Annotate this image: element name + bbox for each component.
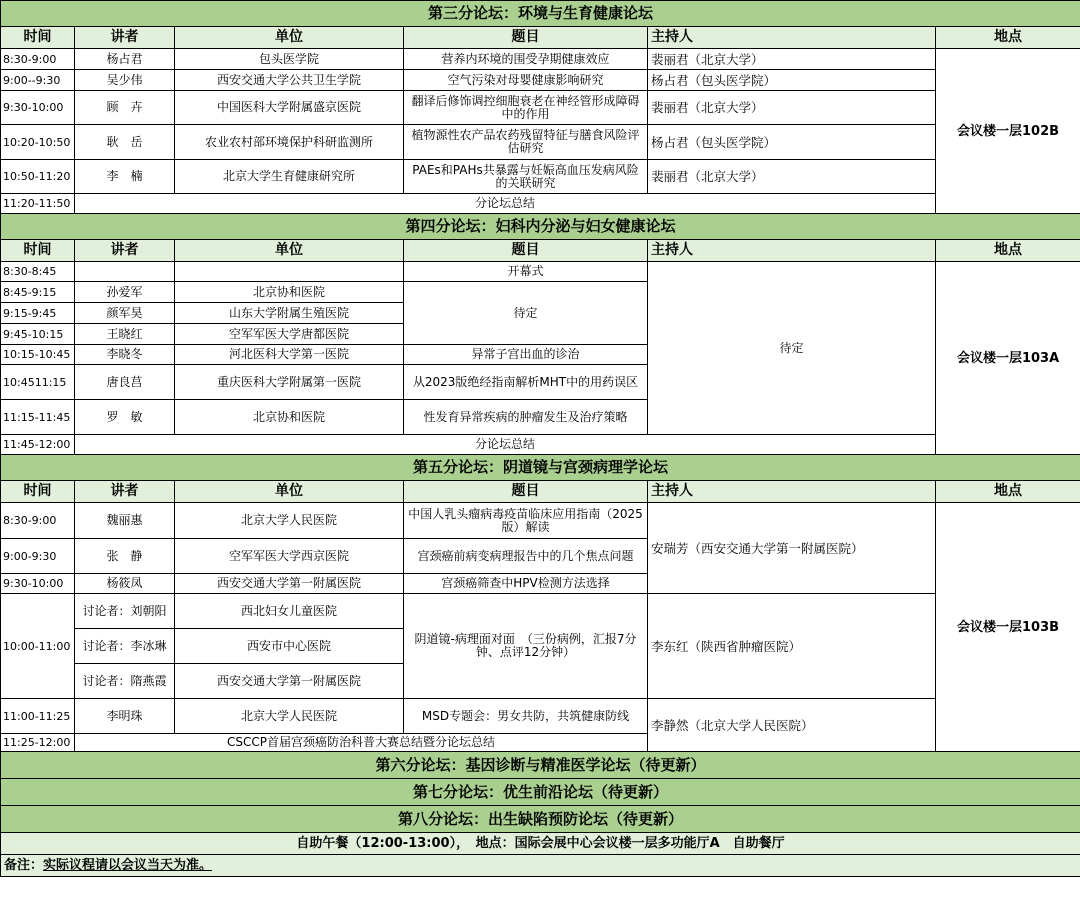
host-cell: 李东红（陕西省肿瘤医院） [648,594,936,699]
topic-cell: 中国人乳头瘤病毒疫苗临床应用指南（2025版）解读 [404,503,648,539]
header-speaker: 讲者 [75,481,175,503]
topic-cell: 翻译后修饰调控细胞衰老在神经管形成障碍中的作用 [404,91,648,125]
speaker-cell: 吴少伟 [75,70,175,91]
speaker-cell: 李晓冬 [75,345,175,365]
time-cell: 11:20-11:50 [1,194,75,214]
header-unit: 单位 [175,481,404,503]
header-speaker: 讲者 [75,27,175,49]
speaker-cell: 李明珠 [75,699,175,734]
time-cell: 11:25-12:00 [1,734,75,752]
note-row [1,855,1080,877]
lunch-info: 自助午餐（12:00-13:00）， 地点：国际会展中心会议楼一层多功能厅A 自助餐厅 [1,833,1080,855]
summary-row [1,435,1080,455]
host-cell: 杨占君（包头医学院） [648,70,936,91]
topic-cell: PAEs和PAHs共暴露与妊娠高血压发病风险的关联研究 [404,160,648,194]
host-cell: 裴丽君（北京大学） [648,91,936,125]
topic-cell: 空气污染对母婴健康影响研究 [404,70,648,91]
header-unit: 单位 [175,240,404,262]
speaker-cell: 唐良莒 [75,365,175,400]
note-label: 备注： [4,858,44,873]
unit-cell: 北京协和医院 [175,282,404,303]
speaker-cell: 颜军昊 [75,303,175,324]
location-cell: 会议楼一层103B [936,503,1080,752]
host-cell: 待定 [648,262,936,435]
table-row [1,699,1080,734]
unit-cell: 重庆医科大学附属第一医院 [175,365,404,400]
time-cell: 8:30-9:00 [1,503,75,539]
topic-cell: 性发育异常疾病的肿瘤发生及治疗策略 [404,400,648,435]
time-cell: 10:00-11:00 [1,594,75,699]
summary-row [1,194,1080,214]
forum7-title: 第七分论坛：优生前沿论坛（待更新） [1,779,1080,806]
header-host: 主持人 [648,27,936,49]
unit-cell: 空军军医大学唐都医院 [175,324,404,345]
forum5-title: 第五分论坛：阴道镜与宫颈病理学论坛 [1,455,1080,481]
speaker-cell: 杨筱凤 [75,574,175,594]
header-time: 时间 [1,481,75,503]
time-cell: 10:15-10:45 [1,345,75,365]
unit-cell: 西安交通大学第一附属医院 [175,574,404,594]
topic-cell: 从2023版绝经指南解析MHT中的用药误区 [404,365,648,400]
header-location: 地点 [936,27,1080,49]
speaker-cell: 王晓红 [75,324,175,345]
table-row [1,49,1080,70]
speaker-cell: 李 楠 [75,160,175,194]
host-cell: 裴丽君（北京大学） [648,49,936,70]
unit-cell: 包头医学院 [175,49,404,70]
unit-cell: 农业农村部环境保护科研监测所 [175,125,404,160]
summary-cell: CSCCP首届宫颈癌防治科普大赛总结暨分论坛总结 [75,734,648,752]
time-cell: 9:45-10:15 [1,324,75,345]
header-host: 主持人 [648,481,936,503]
time-cell: 9:30-10:00 [1,574,75,594]
header-topic: 题目 [404,27,648,49]
forum6-title: 第六分论坛：基因诊断与精准医学论坛（待更新） [1,752,1080,779]
topic-cell: 宫颈癌筛查中HPV检测方法选择 [404,574,648,594]
unit-cell: 北京协和医院 [175,400,404,435]
unit-cell: 西安交通大学公共卫生学院 [175,70,404,91]
topic-cell: MSD专题会：男女共防，共筑健康防线 [404,699,648,734]
time-cell: 10:4511:15 [1,365,75,400]
host-cell: 安瑞芳（西安交通大学第一附属医院） [648,503,936,594]
unit-cell: 西安交通大学第一附属医院 [175,664,404,699]
topic-cell: 开幕式 [404,262,648,282]
table-row [1,91,1080,125]
table-row [1,160,1080,194]
header-time: 时间 [1,27,75,49]
topic-cell: 待定 [404,282,648,345]
note-text: 实际议程请以会议当天为准。 [43,858,213,873]
unit-cell: 西安市中心医院 [175,629,404,664]
table-row [1,70,1080,91]
speaker-cell: 顾 卉 [75,91,175,125]
time-cell: 11:15-11:45 [1,400,75,435]
time-cell: 9:00-9:30 [1,539,75,574]
speaker-cell: 讨论者：李冰琳 [75,629,175,664]
discussion-row [1,594,1080,629]
time-cell: 8:30-9:00 [1,49,75,70]
host-cell: 李静然（北京大学人民医院） [648,699,936,752]
header-unit: 单位 [175,27,404,49]
table-row [1,503,1080,539]
unit-cell: 北京大学生育健康研究所 [175,160,404,194]
speaker-cell: 张 静 [75,539,175,574]
summary-cell: 分论坛总结 [75,194,936,214]
summary-cell: 分论坛总结 [75,435,936,455]
topic-cell: 异常子宫出血的诊治 [404,345,648,365]
speaker-cell: 杨占君 [75,49,175,70]
forum4-title: 第四分论坛：妇科内分泌与妇女健康论坛 [1,214,1080,240]
unit-cell [175,262,404,282]
table-row [1,262,1080,282]
speaker-cell: 孙爱军 [75,282,175,303]
time-cell: 9:00--9:30 [1,70,75,91]
unit-cell: 山东大学附属生殖医院 [175,303,404,324]
time-cell: 10:50-11:20 [1,160,75,194]
speaker-cell: 讨论者：刘朝阳 [75,594,175,629]
time-cell: 11:45-12:00 [1,435,75,455]
table-row [1,125,1080,160]
unit-cell: 空军军医大学西京医院 [175,539,404,574]
unit-cell: 西北妇女儿童医院 [175,594,404,629]
unit-cell: 北京大学人民医院 [175,503,404,539]
header-host: 主持人 [648,240,936,262]
topic-cell: 阴道镜-病理面对面 （三份病例，汇报7分钟、点评12分钟） [404,594,648,699]
speaker-cell: 耿 岳 [75,125,175,160]
time-cell: 11:00-11:25 [1,699,75,734]
header-topic: 题目 [404,240,648,262]
unit-cell: 河北医科大学第一医院 [175,345,404,365]
speaker-cell [75,262,175,282]
topic-cell: 宫颈癌前病变病理报告中的几个焦点问题 [404,539,648,574]
unit-cell: 中国医科大学附属盛京医院 [175,91,404,125]
header-speaker: 讲者 [75,240,175,262]
location-cell: 会议楼一层102B [936,49,1080,214]
speaker-cell: 魏丽惠 [75,503,175,539]
speaker-cell: 讨论者：隋燕霞 [75,664,175,699]
header-location: 地点 [936,481,1080,503]
unit-cell: 北京大学人民医院 [175,699,404,734]
speaker-cell: 罗 敏 [75,400,175,435]
location-cell: 会议楼一层103A [936,262,1080,455]
time-cell: 8:45-9:15 [1,282,75,303]
header-time: 时间 [1,240,75,262]
time-cell: 9:15-9:45 [1,303,75,324]
host-cell: 裴丽君（北京大学） [648,160,936,194]
time-cell: 10:20-10:50 [1,125,75,160]
topic-cell: 植物源性农产品农药残留特征与膳食风险评估研究 [404,125,648,160]
time-cell: 8:30-8:45 [1,262,75,282]
forum3-title: 第三分论坛：环境与生育健康论坛 [1,1,1080,27]
header-location: 地点 [936,240,1080,262]
host-cell: 杨占君（包头医学院） [648,125,936,160]
forum8-title: 第八分论坛：出生缺陷预防论坛（待更新） [1,806,1080,833]
header-topic: 题目 [404,481,648,503]
time-cell: 9:30-10:00 [1,91,75,125]
topic-cell: 营养内环境的围受孕期健康效应 [404,49,648,70]
